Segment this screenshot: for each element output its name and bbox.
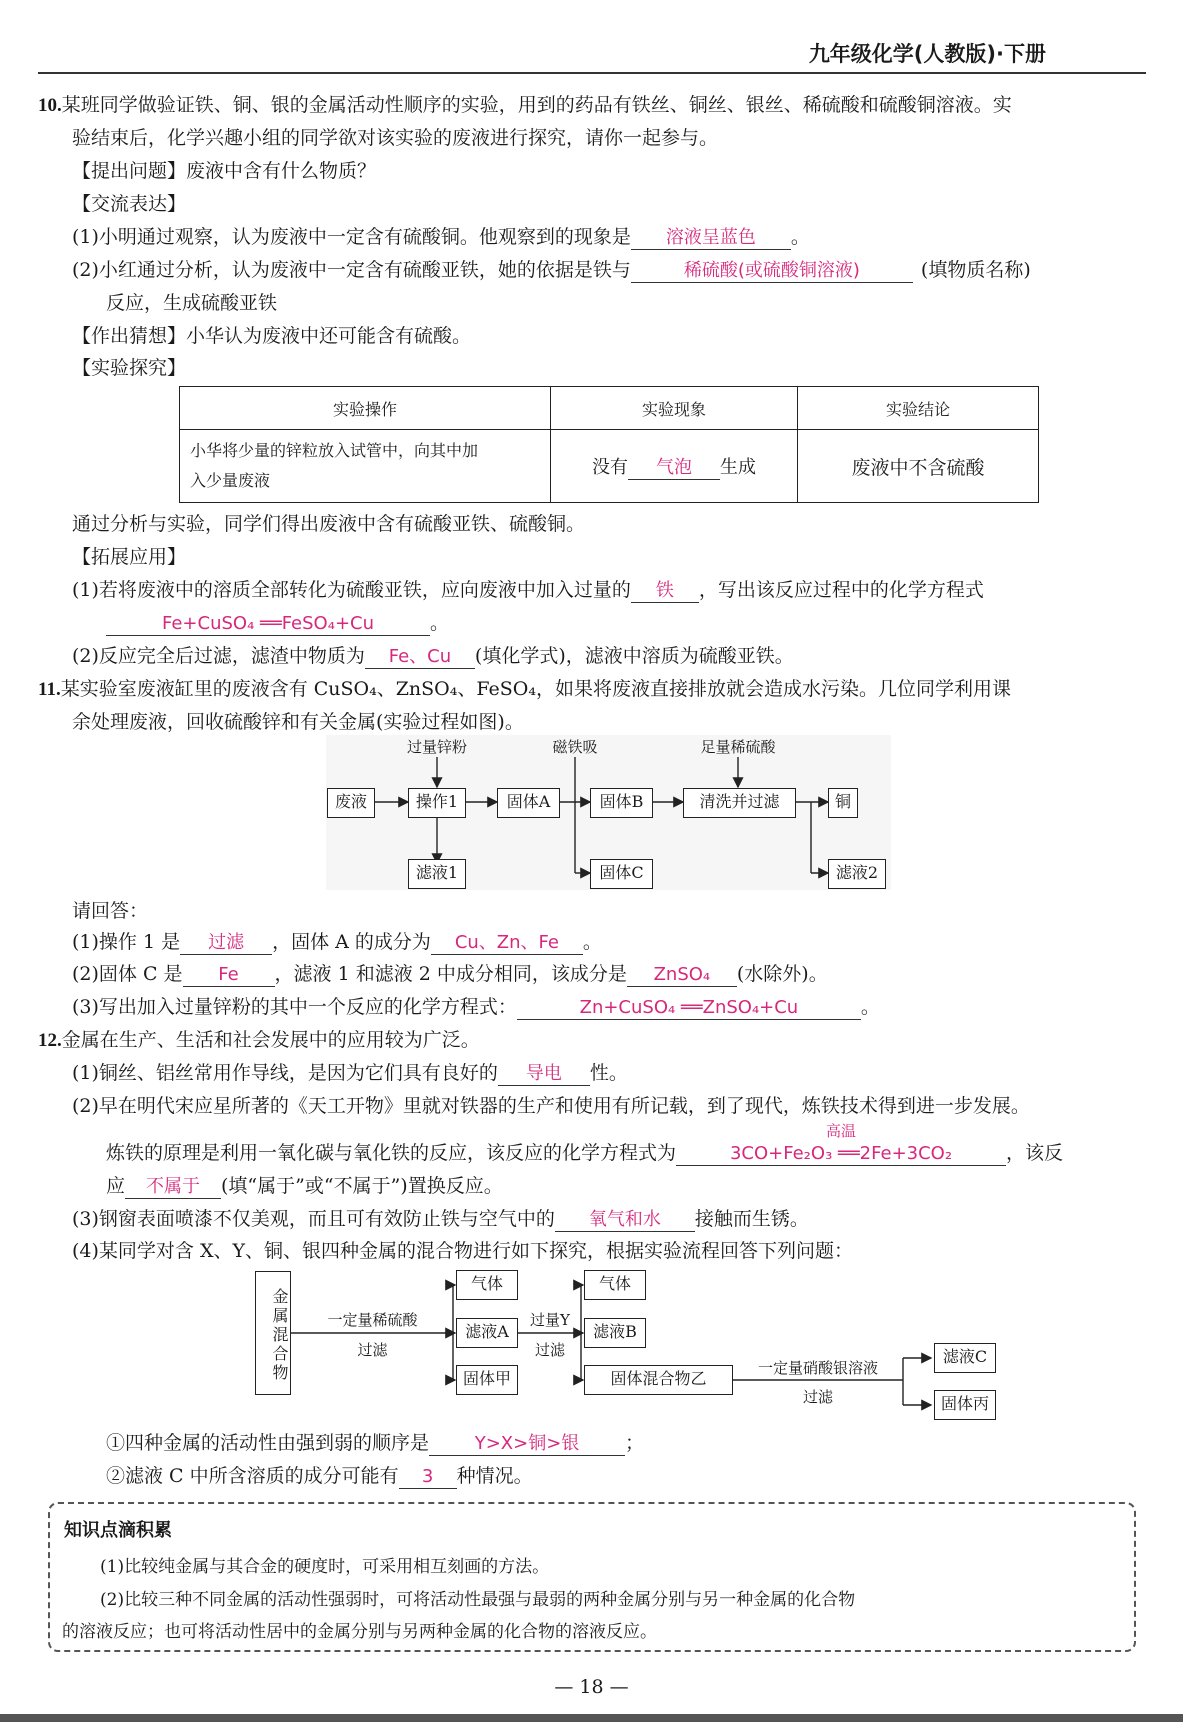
flow1-box-filtrate1: 滤液1 bbox=[408, 859, 466, 889]
header-rule bbox=[38, 72, 1146, 74]
q12-s2: ②滤液 C 中所含溶质的成分可能有 3 种情况。 bbox=[106, 1465, 533, 1487]
q10-raise: 【提出问题】废液中含有什么物质？ bbox=[72, 160, 377, 182]
page-header bbox=[640, 38, 1050, 70]
q12-stem: 12.金属在生产、生活和社会发展中的应用较为广泛。 bbox=[38, 1029, 480, 1051]
q12-equation-answer: 3CO+Fe₂O₃ ══2Fe+3CO₂ bbox=[676, 1143, 1006, 1166]
q12-equation-condition: 高温 bbox=[826, 1122, 857, 1140]
q10-explore: 【实验探究】 bbox=[72, 357, 187, 379]
flow1-box-filtrate2: 滤液2 bbox=[828, 859, 886, 889]
q11-a2-answer: Fe bbox=[183, 964, 275, 987]
flow2-label-filter1: 过滤 bbox=[357, 1341, 388, 1359]
table-cell-operation: 小华将少量的锌粒放入试管中，向其中加 入少量废液 bbox=[180, 430, 551, 503]
q12-p4: (4)某同学对含 X、Y、铜、银四种金属的混合物进行如下探究，根据实验流程回答下列问题： bbox=[72, 1240, 854, 1262]
q11-a3: (3)写出加入过量锌粉的其中一个反应的化学方程式： Zn+CuSO₄ ══ZnSO₄+Cu 。 bbox=[72, 996, 880, 1018]
tips-item-1: (1)比较纯金属与其合金的硬度时，可采用相互刻画的方法。 bbox=[100, 1557, 550, 1577]
q12-p2-line3-answer: 不属于 bbox=[125, 1176, 221, 1199]
flow2-box-filtrate-a: 滤液A bbox=[456, 1318, 518, 1348]
flow2-label-excess-y: 过量Y bbox=[530, 1311, 570, 1329]
tips-box bbox=[48, 1502, 1136, 1652]
q10-stem-line2: 验结束后，化学兴趣小组的同学欲对该实验的废液进行探究，请你一起参与。 bbox=[72, 127, 719, 149]
page-number: — 18 — bbox=[554, 1676, 629, 1698]
tips-item-2b: 的溶液反应；也可将活动性居中的金属分别与另两种金属的化合物的溶液反应。 bbox=[62, 1622, 657, 1642]
q11-a3-answer: Zn+CuSO₄ ══ZnSO₄+Cu bbox=[517, 997, 861, 1020]
flow2-label-filter2: 过滤 bbox=[534, 1341, 565, 1359]
q10-e2: (2)反应完全后过滤，滤渣中物质为 Fe、Cu (填化学式)，滤液中溶质为硫酸亚铁。 bbox=[72, 645, 794, 667]
q12-equation-wrap bbox=[676, 1122, 1006, 1166]
q10-p2-answer: 稀硫酸(或硫酸铜溶液) bbox=[631, 260, 913, 283]
flow2-box-filtrate-b: 滤液B bbox=[584, 1318, 646, 1348]
q12-s1: ①四种金属的活动性由强到弱的顺序是 Y>X>铜>银 ； bbox=[106, 1432, 645, 1454]
experiment-table bbox=[179, 386, 1039, 503]
q12-p1-answer: 导电 bbox=[498, 1063, 590, 1086]
q11-a1-answer: 过滤 bbox=[180, 932, 272, 955]
flow2-label-acid: 一定量稀硫酸 bbox=[327, 1311, 418, 1329]
flow2-box-solid-bing: 固体丙 bbox=[934, 1390, 996, 1420]
flow2-label-silver-nitrate: 一定量硝酸银溶液 bbox=[757, 1359, 878, 1377]
q12-s2-answer: 3 bbox=[399, 1466, 457, 1489]
table-cell-conclusion: 废液中不含硫酸 bbox=[798, 430, 1039, 503]
flow-diagram-2 bbox=[253, 1265, 998, 1425]
q11-stem-line2: 余处理废液，回收硫酸锌和有关金属(实验过程如图)。 bbox=[72, 711, 524, 733]
flow1-box-solid-b: 固体B bbox=[590, 788, 653, 818]
flow2-box-gas2: 气体 bbox=[584, 1270, 646, 1300]
q12-p1: (1)铜丝、铝丝常用作导线，是因为它们具有良好的 导电 性。 bbox=[72, 1062, 628, 1084]
flow1-label-zinc: 过量锌粉 bbox=[406, 738, 467, 756]
q10-e1-equation: Fe+CuSO₄ ══FeSO₄+Cu 。 bbox=[106, 610, 449, 636]
q10-analysis: 通过分析与实验，同学们得出废液中含有硫酸亚铁、硫酸铜。 bbox=[72, 513, 586, 535]
q10-p2-line2: 反应，生成硫酸亚铁 bbox=[106, 292, 278, 314]
flow2-box-filtrate-c: 滤液C bbox=[934, 1343, 996, 1373]
flow2-label-filter3: 过滤 bbox=[802, 1388, 833, 1406]
table-header-operation: 实验操作 bbox=[180, 387, 551, 430]
header-title: 九年级化学(人教版)·下册 bbox=[808, 42, 1046, 66]
bottom-bar bbox=[0, 1714, 1183, 1722]
q12-p2-line3: 应 不属于 (填“属于”或“不属于”)置换反应。 bbox=[106, 1175, 503, 1197]
q10-p1: (1)小明通过观察，认为废液中一定含有硫酸铜。他观察到的现象是 溶液呈蓝色 。 bbox=[72, 226, 810, 248]
flow1-box-solid-a: 固体A bbox=[497, 788, 560, 818]
flow1-box-solid-c: 固体C bbox=[590, 859, 653, 889]
q12-p2-line2: 炼铁的原理是利用一氧化碳与氧化铁的反应，该反应的化学方程式为 高温 3CO+Fe₂O₃ ══2Fe+3CO₂ ，该反 bbox=[106, 1140, 1063, 1166]
table-answer-bubbles: 气泡 bbox=[628, 457, 720, 480]
q10-e1-equation-answer: Fe+CuSO₄ ══FeSO₄+Cu bbox=[106, 613, 430, 636]
q10-guess: 【作出猜想】小华认为废液中还可能含有硫酸。 bbox=[72, 325, 472, 347]
flow-diagram-1 bbox=[326, 735, 891, 890]
flow2-box-solid-jia: 固体甲 bbox=[456, 1365, 518, 1395]
q10-number: 10. bbox=[38, 95, 62, 116]
q11-a2: (2)固体 C 是 Fe ，滤液 1 和滤液 2 中成分相同，该成分是 ZnSO₄ (水除外)。 bbox=[72, 963, 828, 985]
q11-a1: (1)操作 1 是 过滤 ，固体 A 的成分为 Cu、Zn、Fe 。 bbox=[72, 931, 602, 953]
q11-number: 11. bbox=[38, 679, 61, 700]
q11-a1-answer2: Cu、Zn、Fe bbox=[431, 932, 583, 955]
q11-ask: 请回答： bbox=[72, 900, 149, 922]
flow1-label-acid: 足量稀硫酸 bbox=[700, 738, 776, 756]
tips-item-2a: (2)比较三种不同金属的活动性强弱时，可将活动性最强与最弱的两种金属分别与另一种金属的化合物 bbox=[100, 1590, 856, 1610]
flow1-box-copper: 铜 bbox=[828, 788, 858, 818]
flow1-box-wash: 清洗并过滤 bbox=[683, 788, 796, 818]
q10-exchange: 【交流表达】 bbox=[72, 193, 187, 215]
q11-a2-answer2: ZnSO₄ bbox=[627, 964, 737, 987]
q12-p2-line1: (2)早在明代宋应星所著的《天工开物》里就对铁器的生产和使用有所记载，到了现代，炼铁技术得到进一步发展。 bbox=[72, 1095, 1030, 1117]
q12-p3: (3)钢窗表面喷漆不仅美观，而且可有效防止铁与空气中的 氧气和水 接触而生锈。 bbox=[72, 1208, 809, 1230]
flow1-box-operation1: 操作1 bbox=[408, 788, 466, 818]
flow2-box-mixture: 金属混合物 bbox=[255, 1271, 291, 1395]
q10-extend: 【拓展应用】 bbox=[72, 546, 187, 568]
q10-e1-answer: 铁 bbox=[631, 580, 699, 603]
q10-p1-answer: 溶液呈蓝色 bbox=[631, 227, 791, 250]
q10-e2-answer: Fe、Cu bbox=[365, 646, 475, 669]
q10-e1: (1)若将废液中的溶质全部转化为硫酸亚铁，应向废液中加入过量的 铁 ，写出该反应过程中的化学方程式 bbox=[72, 579, 984, 601]
table-header-conclusion: 实验结论 bbox=[798, 387, 1039, 430]
table-header-phenomenon: 实验现象 bbox=[551, 387, 798, 430]
q12-number: 12. bbox=[38, 1030, 62, 1051]
tips-title: 知识点滴积累 bbox=[64, 1520, 172, 1541]
q11-stem-line1: 11.某实验室废液缸里的废液含有 CuSO₄、ZnSO₄、FeSO₄，如果将废液直接排放就会造成水污染。几位同学利用课 bbox=[38, 678, 1011, 700]
flow2-box-solid-yi: 固体混合物乙 bbox=[584, 1365, 733, 1395]
q10-stem-line1: 10.某班同学做验证铁、铜、银的金属活动性顺序的实验，用到的药品有铁丝、铜丝、银丝、稀硫酸和硫酸铜溶液。实 bbox=[38, 94, 1012, 116]
q10-p2: (2)小红通过分析，认为废液中一定含有硫酸亚铁，她的依据是铁与 稀硫酸(或硫酸铜溶液) (填物质名称) bbox=[72, 259, 1031, 281]
flow1-box-waste: 废液 bbox=[327, 788, 375, 818]
q12-p3-answer: 氧气和水 bbox=[555, 1209, 695, 1232]
flow2-box-gas1: 气体 bbox=[456, 1270, 518, 1300]
table-cell-phenomenon: 没有 气泡 生成 bbox=[551, 430, 798, 503]
q12-s1-answer: Y>X>铜>银 bbox=[429, 1433, 625, 1456]
flow1-label-magnet: 磁铁吸 bbox=[552, 738, 598, 756]
